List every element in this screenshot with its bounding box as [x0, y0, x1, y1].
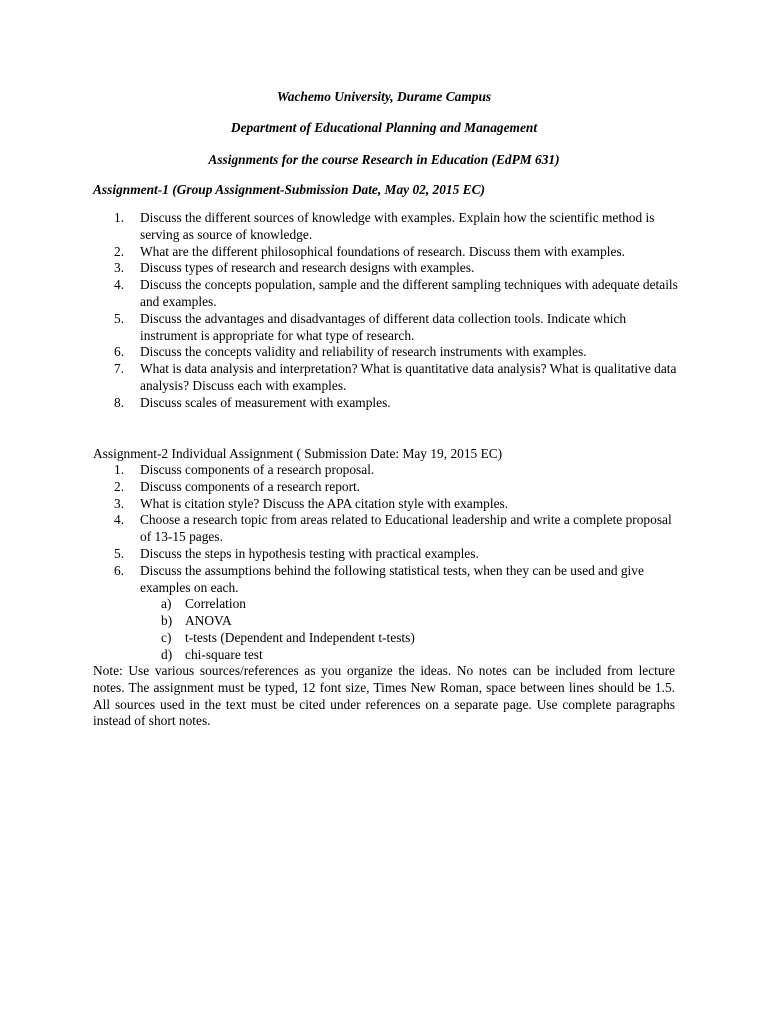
list-item [0, 479, 680, 496]
assignment-1-list [0, 210, 768, 412]
item-number: 2. [114, 243, 125, 259]
item-number: 4. [114, 512, 125, 528]
item-text: What are the different philosophical foundations of research. Discuss them with examples. [140, 243, 626, 259]
item-number: 6. [114, 562, 125, 578]
list-item [0, 244, 680, 261]
list-item [0, 546, 680, 563]
list-item [0, 512, 680, 546]
item-number: 3. [114, 260, 125, 276]
item-text: Discuss types of research and research designs with examples. [140, 260, 475, 276]
list-item [0, 344, 680, 361]
item-number: 3. [114, 495, 125, 511]
list-item [0, 277, 680, 311]
list-item [0, 496, 680, 513]
assignment-2-heading: Assignment-2 Individual Assignment ( Submission Date: May 19, 2015 EC) [93, 446, 503, 461]
item-text: Choose a research topic from areas related to Educational leadership and write a complete proposal of 13-15 pages. [140, 512, 672, 545]
department-title: Department of Educational Planning and Management [230, 120, 538, 135]
course-title: Assignments for the course Research in Education (EdPM 631) [208, 152, 560, 167]
sublist-item [140, 630, 680, 647]
item-number: 2. [114, 478, 125, 494]
item-number: 5. [114, 545, 125, 561]
item-text: Discuss scales of measurement with examples. [140, 394, 391, 410]
university-title: Wachemo University, Durame Campus [276, 89, 492, 104]
assignment-1-heading: Assignment-1 (Group Assignment-Submission Date, May 02, 2015 EC) [93, 182, 485, 197]
item-text: Discuss the concepts population, sample and the different sampling techniques with adequate details and examples. [140, 277, 678, 309]
list-item [0, 361, 680, 395]
item-text: Discuss the steps in hypothesis testing with practical examples. [140, 545, 479, 561]
item-number: 1. [114, 462, 125, 477]
sub-letter: d) [161, 646, 173, 662]
sublist-item [140, 647, 680, 664]
item-text: Discuss the advantages and disadvantages of different data collection tools. Indicate which instrument is appropriate for what type of research. [140, 310, 627, 343]
item-text: Discuss the different sources of knowledge with examples. Explain how the scientific method is serving as source of knowledge. [140, 210, 655, 242]
note-paragraph: Note: Use various sources/references as you organize the ideas. No notes can be included from lecture notes. The assignment must be typed, 12 font size, Times New Roman, space between lines should be 1.5. All sources used in the text must be cited under references on a separate page. Use complete paragraphs instead of short notes. [93, 663, 675, 729]
sublist-item [140, 596, 680, 613]
sub-text: t-tests (Dependent and Independent t-tests) [185, 629, 415, 645]
item-number: 4. [114, 277, 125, 293]
sub-letter: c) [161, 629, 172, 645]
item-number: 5. [114, 310, 125, 326]
statistical-tests-sublist [140, 596, 680, 663]
item-text: What is data analysis and interpretation? What is quantitative data analysis? What is qualitative data analysis? Discuss each with examples. [140, 361, 677, 393]
sub-letter: b) [161, 613, 173, 629]
list-item [0, 260, 680, 277]
list-item [0, 311, 680, 345]
item-number: 8. [114, 394, 125, 410]
item-number: 1. [114, 210, 125, 225]
list-item [0, 563, 680, 664]
sub-text: chi-square test [185, 646, 263, 662]
sub-text: Correlation [185, 596, 246, 612]
item-text: Discuss the assumptions behind the following statistical tests, when they can be used and give examples on each. [140, 562, 644, 595]
list-item [0, 210, 680, 244]
item-text: Discuss components of a research report. [140, 478, 361, 494]
item-number: 6. [114, 344, 125, 360]
sub-letter: a) [161, 596, 172, 612]
item-text: Discuss components of a research proposal. [140, 462, 375, 477]
sublist-item [140, 613, 680, 630]
sub-text: ANOVA [185, 613, 232, 629]
item-text: What is citation style? Discuss the APA citation style with examples. [140, 495, 509, 511]
list-item [0, 462, 680, 479]
item-text: Discuss the concepts validity and reliability of research instruments with examples. [140, 344, 587, 360]
assignment-2-list [0, 462, 768, 664]
item-number: 7. [114, 361, 125, 377]
list-item [0, 395, 680, 412]
